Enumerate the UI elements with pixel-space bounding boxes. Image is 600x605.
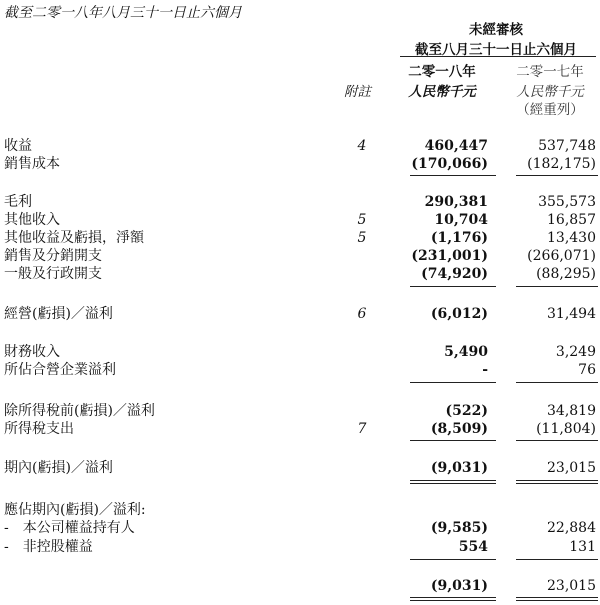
row-label: 一般及行政開支	[4, 266, 102, 282]
row-value-2018: (8,509)	[430, 421, 488, 437]
row-value-2017: 34,819	[547, 403, 596, 419]
table-row	[0, 343, 600, 361]
row-value-2018: 5,490	[444, 344, 488, 360]
row-note: 5	[357, 230, 367, 246]
row-value-2017: 23,015	[547, 460, 596, 476]
row-value-2017: 76	[578, 362, 596, 378]
row-value-2018: (74,920)	[421, 266, 488, 282]
table-row	[0, 155, 600, 173]
table-row	[0, 361, 600, 379]
subtotal-line	[516, 382, 598, 383]
row-label: 財務收入	[4, 344, 60, 360]
total-double-line	[516, 483, 598, 484]
col-2018-currency: 人民幣千元	[408, 84, 476, 100]
row-label: 毛利	[4, 194, 32, 210]
row-value-2017: 355,573	[538, 194, 596, 210]
row-note: 5	[357, 212, 367, 228]
row-value-2017: (88,295)	[536, 266, 596, 282]
table-row	[0, 137, 600, 155]
row-value-2017: 22,884	[547, 520, 596, 536]
row-label: - 非控股權益	[4, 539, 93, 555]
unaudited-header: 未經審核	[469, 22, 523, 38]
total-double-line	[516, 600, 598, 601]
total-double-line	[516, 597, 598, 598]
row-note: 7	[357, 421, 367, 437]
subtotal-line	[410, 286, 496, 287]
row-value-2017: 23,015	[547, 578, 596, 594]
table-row	[0, 247, 600, 265]
row-value-2018: (9,585)	[430, 520, 488, 536]
table-row	[0, 211, 600, 229]
header-divider	[400, 56, 596, 57]
row-value-2017: (266,071)	[527, 248, 596, 264]
table-row	[0, 501, 600, 519]
row-label: 銷售及分銷開支	[4, 248, 102, 264]
row-label: 所佔合營企業溢利	[4, 362, 116, 378]
row-value-2017: 3,249	[555, 344, 596, 360]
total-double-line	[516, 480, 598, 481]
row-value-2017: 131	[569, 539, 596, 555]
row-value-2018: (9,031)	[430, 460, 488, 476]
row-value-2017: 13,430	[547, 230, 596, 246]
row-label: 經營(虧損)／溢利	[4, 306, 113, 322]
note-column-header: 附註	[344, 84, 371, 100]
row-value-2018: (170,066)	[411, 156, 488, 172]
col-2017-currency: 人民幣千元	[516, 84, 584, 100]
row-label: 銷售成本	[4, 156, 60, 172]
col-2017-restated: （經重列）	[516, 102, 584, 118]
table-row	[0, 265, 600, 283]
row-value-2017: 537,748	[538, 138, 596, 154]
col-2017-year: 二零一七年	[516, 64, 584, 80]
row-value-2018: (6,012)	[430, 306, 488, 322]
period-title: 截至二零一八年八月三十一日止六個月	[4, 5, 242, 21]
col-2018-year: 二零一八年	[408, 64, 476, 80]
table-row	[0, 519, 600, 537]
total-double-line	[410, 480, 496, 481]
table-row	[0, 305, 600, 323]
table-row	[0, 538, 600, 556]
row-value-2018: (522)	[445, 403, 488, 419]
row-label: 應佔期內(虧損)／溢利:	[4, 502, 146, 518]
subtotal-line	[516, 175, 598, 176]
table-row	[0, 459, 600, 477]
row-label: 除所得稅前(虧損)／溢利	[4, 403, 155, 419]
six-months-header: 截至八月三十一日止六個月	[415, 42, 577, 58]
subtotal-line	[516, 440, 598, 441]
row-label: 其他收益及虧損，淨額	[4, 230, 144, 246]
row-value-2017: (11,804)	[536, 421, 596, 437]
row-value-2018: (231,001)	[411, 248, 488, 264]
total-double-line	[410, 600, 496, 601]
row-value-2018: 554	[458, 539, 488, 555]
table-row	[0, 402, 600, 420]
row-value-2018: -	[482, 362, 488, 378]
row-value-2018: (9,031)	[430, 578, 488, 594]
table-row	[0, 577, 600, 595]
row-value-2017: 31,494	[547, 306, 596, 322]
row-note: 4	[357, 138, 367, 154]
table-row	[0, 229, 600, 247]
row-value-2018: (1,176)	[430, 230, 488, 246]
subtotal-line	[410, 382, 496, 383]
subtotal-line	[410, 175, 496, 176]
total-double-line	[410, 597, 496, 598]
total-double-line	[410, 483, 496, 484]
table-row	[0, 193, 600, 211]
row-value-2017: 16,857	[547, 212, 596, 228]
table-row	[0, 420, 600, 438]
subtotal-line	[410, 559, 496, 560]
row-label: 期內(虧損)／溢利	[4, 460, 113, 476]
subtotal-line	[410, 440, 496, 441]
row-label: 收益	[4, 138, 32, 154]
row-value-2018: 10,704	[434, 212, 488, 228]
subtotal-line	[516, 286, 598, 287]
row-value-2018: 290,381	[424, 194, 488, 210]
row-label: - 本公司權益持有人	[4, 520, 135, 536]
row-label: 其他收入	[4, 212, 60, 228]
row-label: 所得稅支出	[4, 421, 74, 437]
row-note: 6	[357, 306, 367, 322]
subtotal-line	[516, 559, 598, 560]
row-value-2017: (182,175)	[527, 156, 596, 172]
row-value-2018: 460,447	[424, 138, 488, 154]
